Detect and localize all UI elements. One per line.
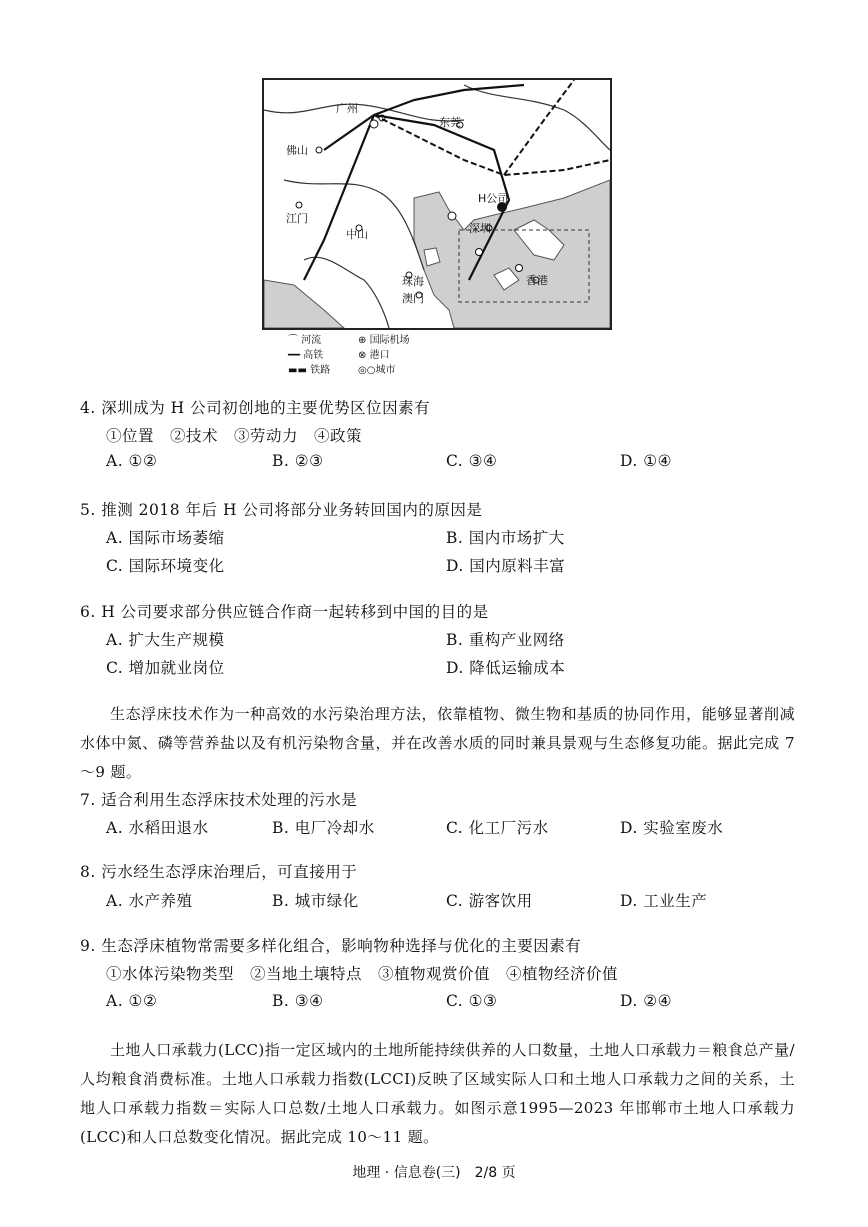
- q8-option-d[interactable]: D. 工业生产: [620, 892, 708, 910]
- passage-7-9: 生态浮床技术作为一种高效的水污染治理方法，依靠植物、微生物和基质的协同作用，能够显著削减水体中氮、磷等营养盐以及有机污染物含量，并在改善水质的同时兼具景观与生态修复功能。据此完成 7～9 题。: [80, 705, 795, 781]
- city-marker: [296, 202, 302, 208]
- q5-stem: 5. 推测 2018 年后 H 公司将部分业务转回国内的原因是: [80, 501, 483, 519]
- sea-area: [414, 180, 610, 328]
- legend-port-label: 港口: [369, 350, 390, 361]
- hsr-legend-icon: ━━: [288, 350, 301, 361]
- q4-stem: 4. 深圳成为 H 公司初创地的主要优势区位因素有: [80, 399, 431, 417]
- legend-airport-label: 国际机场: [369, 335, 410, 346]
- map-label-zhuhai: 珠海: [402, 275, 424, 288]
- map-label-zhongshan: 中山: [346, 228, 368, 241]
- q8-option-c[interactable]: C. 游客饮用: [446, 892, 533, 910]
- map-label-jiangmen: 江门: [286, 212, 308, 225]
- q4-option-c[interactable]: C. ③④: [446, 452, 498, 470]
- railway-legend-icon: ▬▬: [288, 365, 307, 376]
- q9-option-a[interactable]: A. ①②: [106, 992, 158, 1010]
- q5-option-a[interactable]: A. 国际市场萎缩: [106, 529, 225, 547]
- q6-option-c[interactable]: C. 增加就业岗位: [106, 659, 225, 677]
- q6-stem: 6. H 公司要求部分供应链合作商一起转移到中国的目的是: [80, 603, 489, 621]
- q6-option-a[interactable]: A. 扩大生产规模: [106, 631, 225, 649]
- passage-10-11: 土地人口承载力(LCC)指一定区域内的土地所能持续供养的人口数量，土地人口承载力＝粮食总产量/人均粮食消费标准。土地人口承载力指数(LCCI)反映了区域实际人口和土地人口承载力之间的关系，土地人口承载力指数＝实际人口总数/土地人口承载力。如图示意1995—2023 年邯郸市土地人口承载力(LCC)和人口总数变化情况。据此完成 10～11 题。: [80, 1041, 795, 1146]
- legend-railway-label: 铁路: [310, 365, 331, 376]
- airport-legend-icon: ⊕: [358, 335, 367, 346]
- railway-line: [504, 80, 574, 175]
- port-legend-icon: ⊗: [358, 350, 367, 361]
- legend-hsr: [288, 349, 323, 363]
- q4-option-d[interactable]: D. ①④: [620, 452, 673, 470]
- map-label-dongguan: 东莞: [439, 116, 461, 129]
- legend-hsr-label: 高铁: [303, 350, 324, 361]
- q7-option-a[interactable]: A. 水稻田退水: [106, 819, 209, 837]
- q5-option-c[interactable]: C. 国际环境变化: [106, 557, 225, 575]
- q9-items: ①水体污染物类型 ②当地土壤特点 ③植物观赏价值 ④植物经济价值: [106, 965, 619, 983]
- q4-items: ①位置 ②技术 ③劳动力 ④政策: [106, 427, 363, 445]
- q5-option-d[interactable]: D. 国内原料丰富: [446, 557, 566, 575]
- map-label-macau: 澳门: [402, 292, 424, 305]
- legend-river: [288, 334, 321, 348]
- q7-stem: 7. 适合利用生态浮床技术处理的污水是: [80, 791, 358, 809]
- q7-option-b[interactable]: B. 电厂冷却水: [272, 819, 375, 837]
- q9-option-b[interactable]: B. ③④: [272, 992, 324, 1010]
- sea-area-west: [264, 280, 344, 328]
- railway-line: [374, 115, 610, 175]
- airport-icon: [370, 120, 378, 128]
- legend-city-label: 城市: [375, 365, 396, 376]
- q4-option-b[interactable]: B. ②③: [272, 452, 324, 470]
- legend-port: [358, 349, 390, 363]
- port-icon: [476, 249, 483, 256]
- legend-railway: [288, 364, 330, 378]
- q5-option-b[interactable]: B. 国内市场扩大: [446, 529, 565, 547]
- river-legend-icon: ⌒: [288, 335, 298, 346]
- port-icon: [516, 265, 523, 272]
- legend-city: [358, 364, 395, 378]
- map-label-guangzhou: 广州: [336, 102, 358, 115]
- legend-river-label: 河流: [301, 335, 322, 346]
- q9-option-c[interactable]: C. ①③: [446, 992, 498, 1010]
- q9-stem: 9. 生态浮床植物常需要多样化组合，影响物种选择与优化的主要因素有: [80, 937, 582, 955]
- map-drawing: [264, 80, 610, 328]
- map-label-foshan: 佛山: [286, 144, 308, 157]
- q7-option-d[interactable]: D. 实验室废水: [620, 819, 724, 837]
- river: [464, 85, 610, 150]
- map-figure: [262, 78, 612, 330]
- page-footer: 地理 · 信息卷(三) 2/8 页: [352, 1165, 516, 1181]
- q8-option-b[interactable]: B. 城市绿化: [272, 892, 359, 910]
- city-legend-icon: ◎○: [358, 365, 376, 376]
- city-marker: [316, 147, 322, 153]
- map-label-shenzhen: 深圳: [469, 222, 491, 235]
- q9-option-d[interactable]: D. ②④: [620, 992, 673, 1010]
- q8-stem: 8. 污水经生态浮床治理后，可直接用于: [80, 863, 358, 881]
- q7-option-c[interactable]: C. 化工厂污水: [446, 819, 549, 837]
- q4-option-a[interactable]: A. ①②: [106, 452, 158, 470]
- q8-option-a[interactable]: A. 水产养殖: [106, 892, 193, 910]
- river: [264, 104, 464, 121]
- map-label-h-company: H公司: [478, 192, 509, 205]
- q6-option-d[interactable]: D. 降低运输成本: [446, 659, 566, 677]
- q6-option-b[interactable]: B. 重构产业网络: [446, 631, 565, 649]
- airport-icon: [448, 212, 456, 220]
- legend-airport: [358, 334, 410, 348]
- map-label-hongkong: 香港: [526, 274, 548, 287]
